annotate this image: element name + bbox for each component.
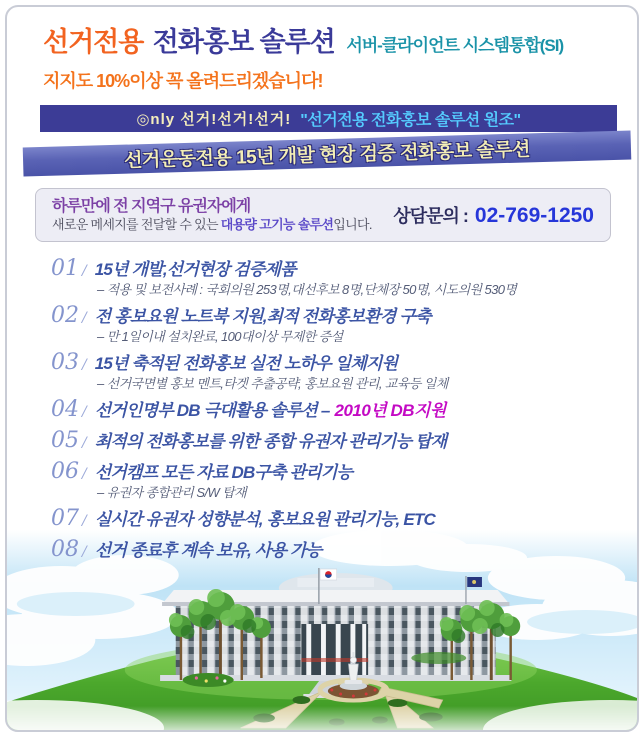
- item-title: 선거 종료후 계속 보유, 사용 가능: [94, 541, 322, 560]
- contact-box: [35, 188, 611, 242]
- item-subtext: – 적용 및 보전사례 : 국회의원 253명,대선후보 8명,단체장 50명, 시도의원 530명: [97, 282, 517, 297]
- item-number: 01: [51, 256, 79, 281]
- item-title: 선거캠프 모든 자료 DB구축 관리기능: [94, 463, 353, 482]
- title-brand-primary: 선거전용: [43, 27, 144, 57]
- item-number: 02: [51, 303, 79, 328]
- title-brand-secondary: 전화홍보 솔루션: [152, 27, 335, 57]
- item-slash: /: [82, 544, 87, 560]
- list-item: [51, 506, 617, 531]
- item-title: 선거인명부 DB 극대활용 솔루션 –: [94, 401, 330, 420]
- item-slash: /: [82, 263, 87, 279]
- item-number: 04: [51, 397, 79, 422]
- item-slash: /: [82, 435, 87, 451]
- item-number: 03: [51, 350, 79, 375]
- item-title: 15년 축적된 전화홍보 실전 노하우 일체지원: [94, 354, 398, 373]
- contact-copy: [52, 197, 393, 233]
- contact-desc-post: 입니다.: [333, 217, 372, 232]
- item-slash: /: [82, 404, 87, 420]
- list-item: [51, 537, 617, 562]
- ribbon-banner-original: [40, 105, 617, 132]
- item-slash: /: [82, 310, 87, 326]
- item-number: 05: [51, 428, 79, 453]
- item-number: 06: [51, 459, 79, 484]
- ribbon1-prefix-text: ◎nly 선거!선거!선거!: [136, 111, 292, 128]
- contact-desc-em: 대용량 고기능 솔루션: [220, 217, 334, 232]
- list-item: [51, 397, 617, 422]
- item-title-highlight: 2010년 DB지원: [334, 401, 446, 420]
- flyer-page: [5, 5, 639, 732]
- contact-desc-pre: 새로운 메세지를 전달할 수 있는: [52, 217, 221, 232]
- item-title: 실시간 유권자 성향분석, 홍보요원 관리기능, ETC: [94, 510, 435, 529]
- item-slash: /: [82, 513, 87, 529]
- item-slash: /: [82, 466, 87, 482]
- list-item: [51, 303, 617, 344]
- item-title: 최적의 전화홍보를 위한 종합 유권자 관리기능 탑재: [94, 432, 447, 451]
- contact-label: 상담문의 :: [393, 206, 468, 226]
- item-number: 08: [51, 537, 79, 562]
- contact-phone-block: [393, 202, 594, 228]
- title-suffix: 서버-클라이언트 시스템통합(SI): [346, 36, 564, 55]
- item-number: 07: [51, 506, 79, 531]
- list-item: [51, 459, 617, 500]
- item-slash: /: [82, 357, 87, 373]
- header: [7, 7, 637, 93]
- contact-description: [52, 216, 393, 233]
- list-item: [51, 256, 617, 297]
- list-item: [51, 428, 617, 453]
- list-item: [51, 350, 617, 391]
- item-title: 15년 개발,선거현장 검증제품: [94, 260, 296, 279]
- ribbon-banner-verified: [23, 131, 632, 177]
- item-subtext: – 유권자 종합관리 S/W 탑재: [97, 485, 247, 500]
- ribbon1-quote-text: "선거전용 전화홍보 솔루션 원조": [300, 112, 521, 129]
- contact-headline: 하루만에 전 지역구 유권자에게: [52, 198, 251, 215]
- ribbon2-text: 선거운동전용 15년 개발 현장 검증 전화홍보 솔루션: [123, 139, 531, 172]
- item-subtext: – 선거국면별 홍보 멘트,타겟 추출공략, 홍보요원 관리, 교육등 일체: [97, 376, 448, 391]
- item-title: 전 홍보요원 노트북 지원,최적 전화홍보환경 구축: [94, 307, 431, 326]
- phone-number: 02-769-1250: [474, 204, 594, 227]
- item-subtext: – 만 1일이내 설치완료, 100대이상 무제한 증설: [97, 329, 343, 344]
- page-title: [43, 25, 637, 64]
- flower-bed-left: [183, 673, 234, 687]
- tagline: 지지도 10%이상 꼭 올려드리겠습니다!: [43, 71, 323, 91]
- feature-list: [51, 256, 617, 562]
